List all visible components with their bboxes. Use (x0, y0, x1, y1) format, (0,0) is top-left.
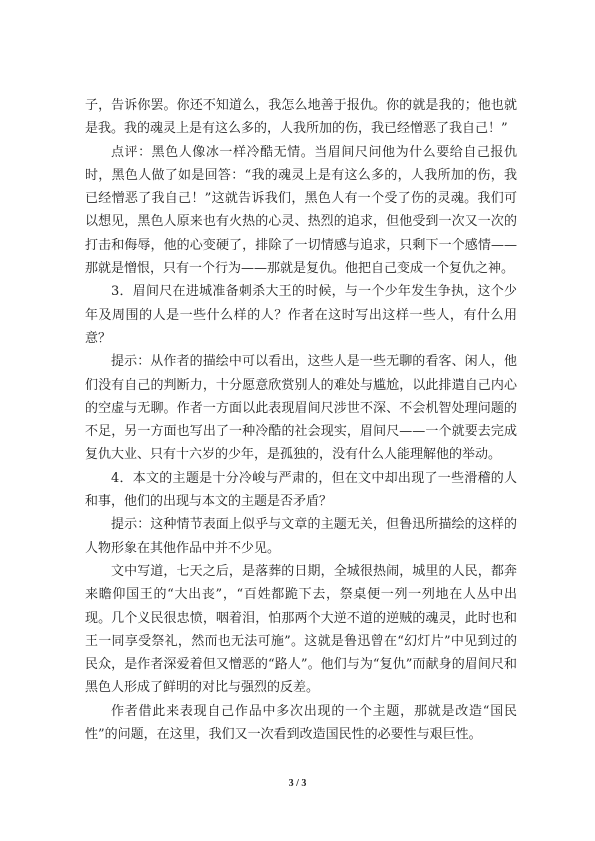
paragraph-continuation: 子，告诉你罢。你还不知道么，我怎么地善于报仇。你的就是我的；他也就是我。我的魂灵上是有这么多的，人我所加的伤，我已经憎恶了我自己！” (85, 98, 517, 137)
paragraph-conclusion: 作者借此来表现自己作品中多次出现的一个主题，那就是改造“国民性”的问题，在这里，我们又一次看到改造国民性的必要性与艰巨性。 (85, 703, 517, 743)
document-body (85, 94, 517, 746)
paragraph-hint-4-detail: 文中写道，七天之后，是落葬的日期，全城很热闹，城里的人民，都奔来瞻仰国王的“大出丧”，“百姓都跪下去，祭桌便一列一列地在人丛中出现。几个义民很忠愤，咽着泪，怕那两个大逆不道的逆贼的魂灵，此时也和王一同享受祭礼，然而也无法可施”。这就是鲁迅曾在“幻灯片”中见到过的民众，是作者深爱着但又憎恶的“路人”。他们与为“复仇”而献身的眉间尺和黑色人形成了鲜明的对比与强烈的反差。 (85, 563, 517, 696)
paragraph-commentary: 点评：黑色人像冰一样冷酷无情。当眉间尺问他为什么要给自己报仇时，黑色人做了如是回答：“我的魂灵上是有这么多的，人我所加的伤，我已经憎恶了我自己！”这就告诉我们，黑色人有一个受了伤的灵魂。我们可以想见，黑色人原来也有火热的心灵、热烈的追求，但他受到一次又一次的打击和侮辱，他的心变硬了，排除了一切情感与追求，只剩下一个感情——那就是憎恨，只有一个行为——那就是复仇。他把自己变成一个复仇之神。 (85, 144, 517, 277)
paragraph-question-4: 4．本文的主题是十分冷峻与严肃的，但在文中却出现了一些滑稽的人和事，他们的出现与本文的主题是否矛盾？ (85, 470, 517, 510)
paragraph-hint-3: 提示：从作者的描绘中可以看出，这些人是一些无聊的看客、闲人，他们没有自己的判断力，十分愿意欣赏别人的难处与尴尬，以此排遣自己内心的空虚与无聊。作者一方面以此表现眉间尺涉世不深、不会机智处理问题的不足，另一方面也写出了一种冷酷的社会现实，眉间尺——一个就要去完成复仇大业、只有十六岁的少年，是孤独的，没有什么人能理解他的举动。 (85, 354, 517, 463)
paragraph-hint-4: 提示：这种情节表面上似乎与文章的主题无关，但鲁迅所描绘的这样的人物形象在其他作品中并不少见。 (85, 517, 517, 556)
page-number: 3 / 3 (288, 778, 307, 789)
paragraph-question-3: 3．眉间尺在进城准备刺杀大王的时候，与一个少年发生争执，这个少年及周围的人是一些什么样的人？作者在这时写出这样一些人，有什么用意？ (85, 284, 517, 346)
